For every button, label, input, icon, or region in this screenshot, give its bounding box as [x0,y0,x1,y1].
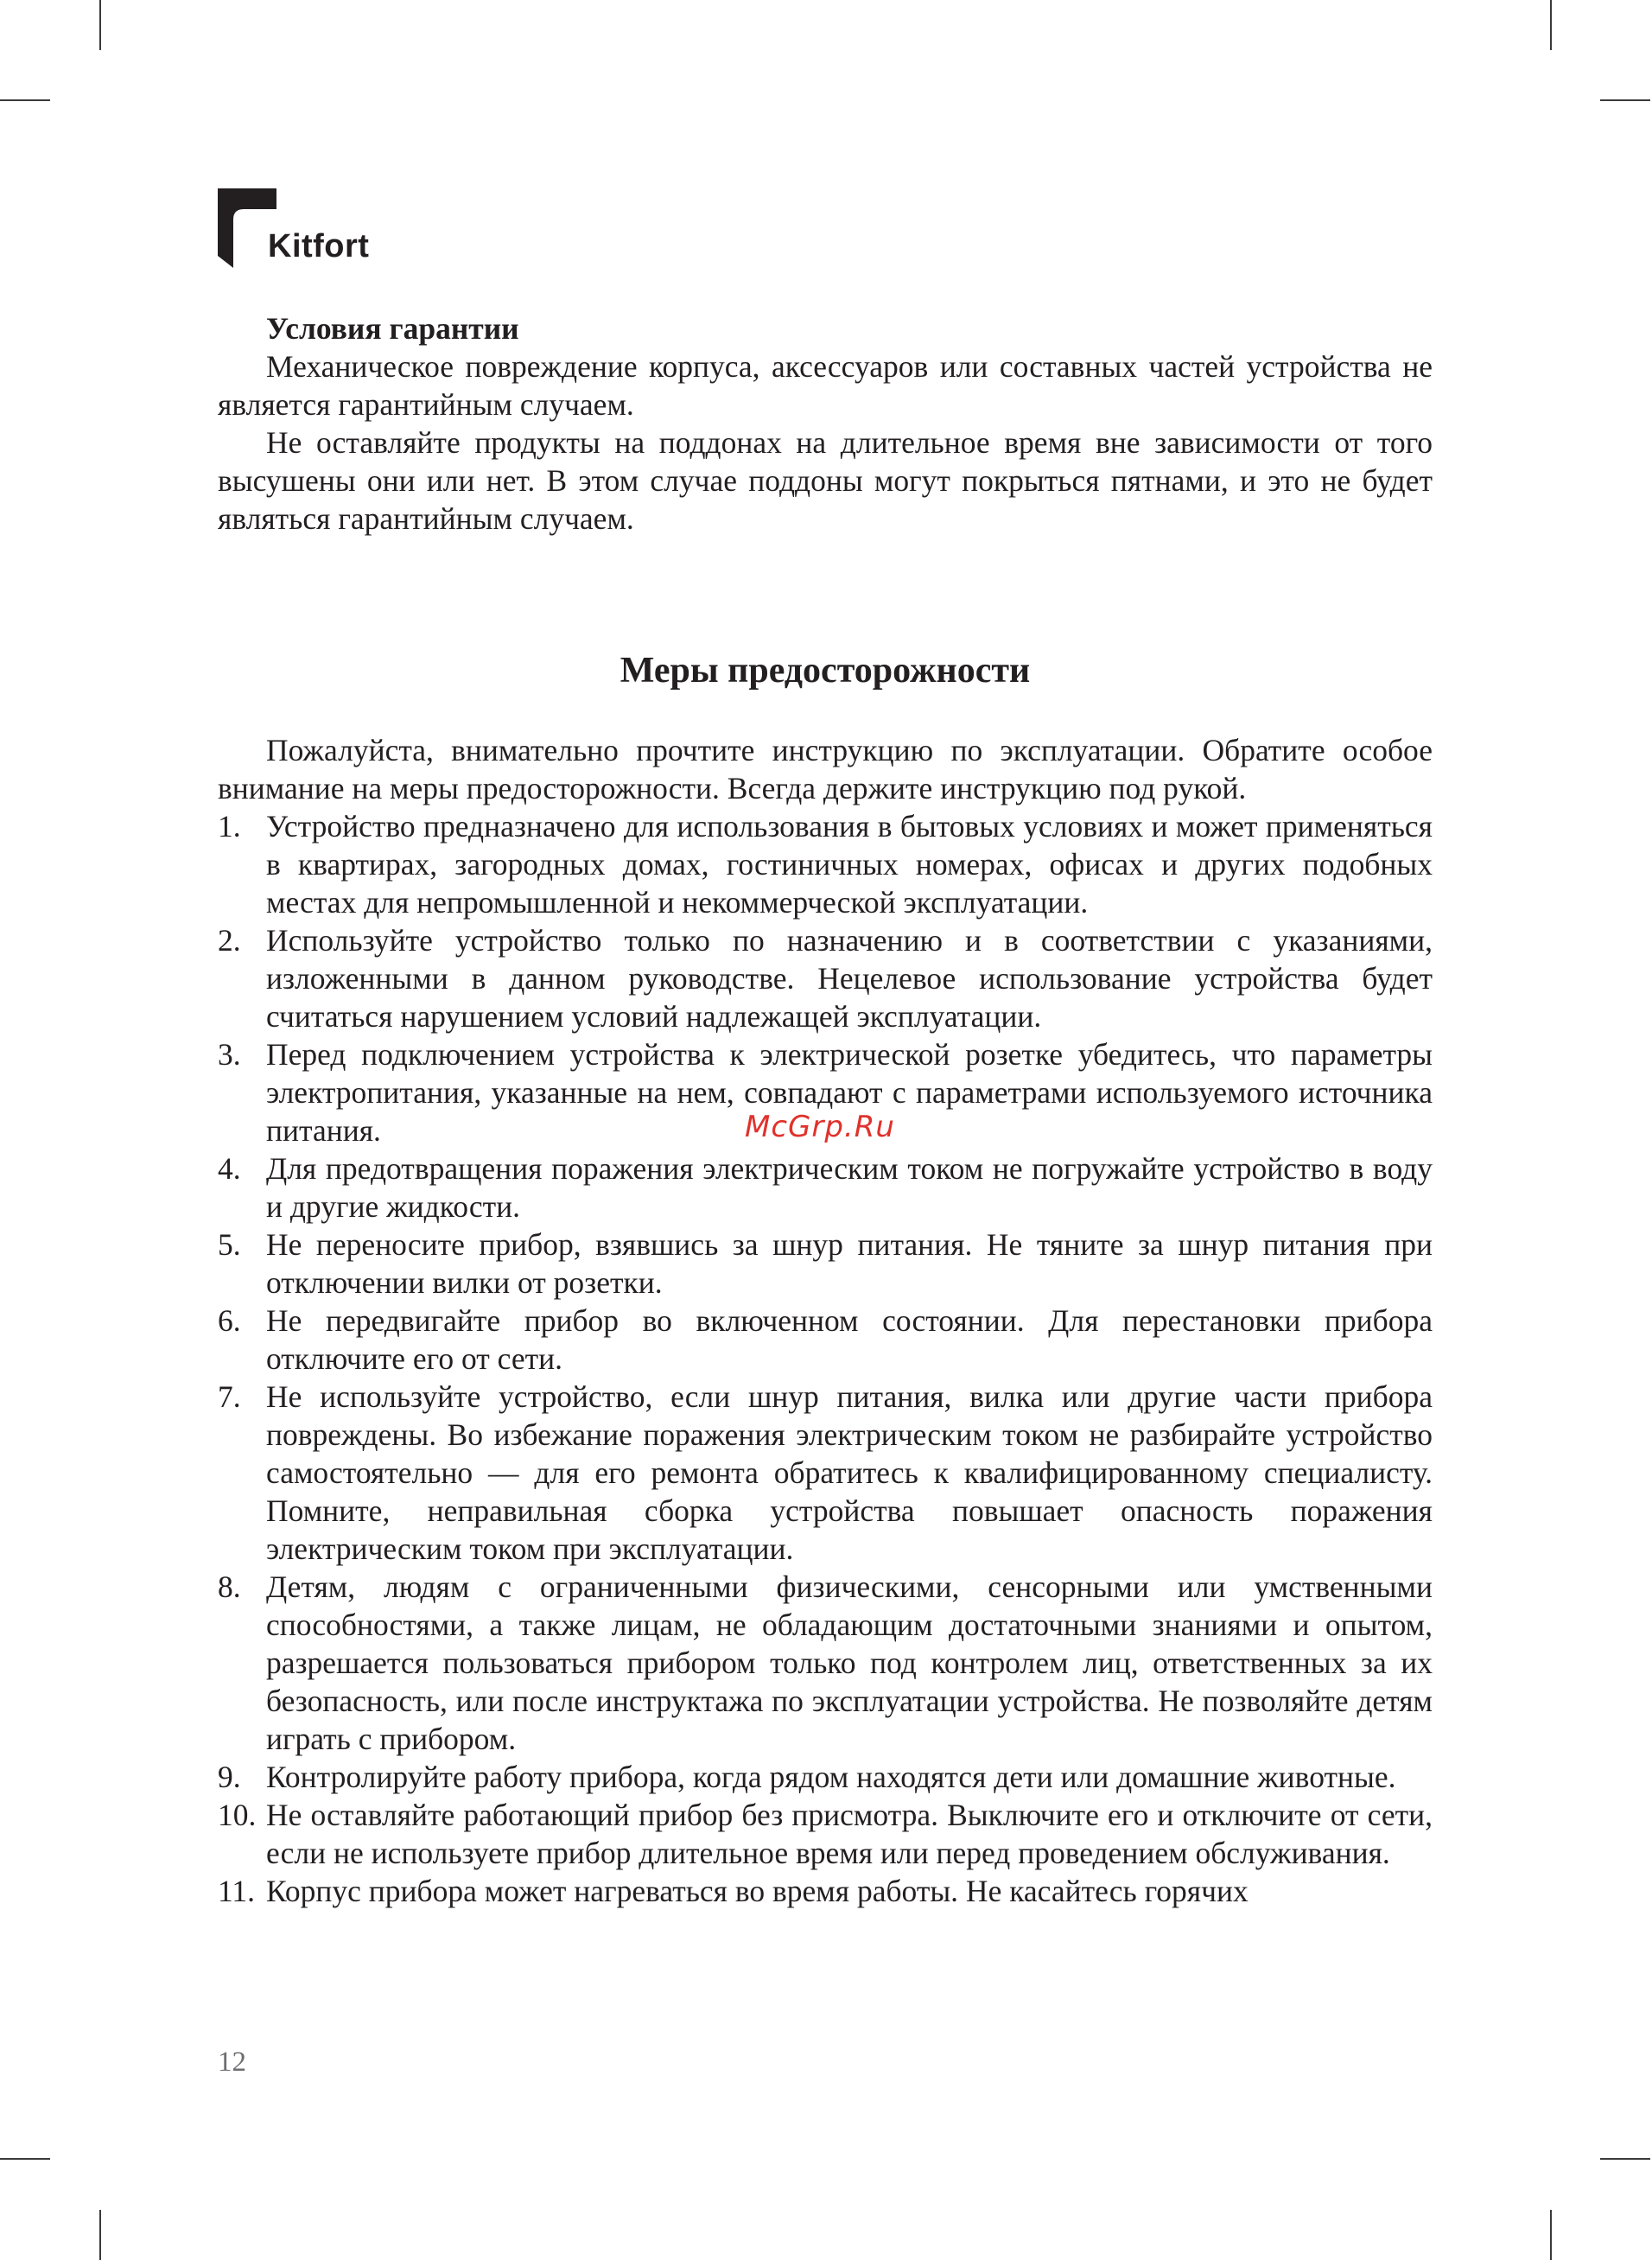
list-number: 2. [218,923,241,958]
list-number: 3. [218,1037,241,1072]
list-text: Устройство предназначено для использования в бытовых условиях и может применяться в квартирах, загородных домах, гостиничных номерах, офисах и других подобных местах для непромышленной и некоммерческой эксплуатации. [266,809,1433,920]
list-text: Для предотвращения поражения электрическим током не погружайте устройство в воду и другие жидкости. [266,1151,1433,1224]
list-number: 4. [218,1151,241,1186]
crop-mark [0,2158,50,2160]
crop-mark [1550,0,1552,50]
list-text: Перед подключением устройства к электрической розетке убедитесь, что параметры электропитания, указанные на нем, совпадают с параметрами используемого источника питания. [266,1037,1433,1148]
list-text: Не используйте устройство, если шнур питания, вилка или другие части прибора повреждены. Во избежание поражения электрическим током не разбирайте устройство самостоятельно — для его ремонта обратитесь к квалифицированному специалисту. Помните, неправильная сборка устройства повышает опасность поражения электрическим током при эксплуатации. [266,1379,1433,1566]
crop-mark [0,99,50,101]
list-number: 1. [218,809,241,844]
list-number: 7. [218,1379,241,1414]
brand-logo [218,188,391,271]
safety-intro: Пожалуйста, внимательно прочтите инструкцию по эксплуатации. Обратите особое внимание на меры предосторожности. Всегда держите инструкцию под рукой. [218,733,1433,805]
list-number: 9. [218,1760,241,1794]
page-number: 12 [218,2047,246,2078]
list-number: 10. [218,1798,257,1832]
list-text: Детям, людям с ограниченными физическими, сенсорными или умственными способностями, а также лицам, не обладающим достаточными знаниями и опытом, разрешается пользоваться прибором только под контролем лиц, ответственных за их безопасность, или после инструктажа по эксплуатации устройства. Не позволяйте детям играть с прибором. [266,1569,1433,1756]
list-text: Не передвигайте прибор во включенном состоянии. Для перестановки прибора отключите его от сети. [266,1303,1433,1376]
list-number: 6. [218,1303,241,1338]
list-text: Используйте устройство только по назначению и в соответствии с указаниями, изложенными в данном руководстве. Нецелевое использование устройства будет считаться нарушением условий надлежащей эксплуатации. [266,923,1433,1034]
list-item [218,1149,1433,1225]
list-item [218,921,1433,1035]
list-item [218,1225,1433,1302]
list-text: Контролируйте работу прибора, когда рядом находятся дети или домашние животные. [266,1760,1396,1794]
crop-mark [99,2210,101,2260]
list-text: Не оставляйте работающий прибор без присмотра. Выключите его и отключите от сети, если не используете прибор длительное время или перед проведением обслуживания. [266,1798,1433,1870]
list-item [218,807,1433,921]
crop-mark [99,0,101,50]
section-title: Меры предосторожности [620,651,1031,691]
list-item [218,1568,1433,1758]
list-item [218,1758,1433,1796]
list-text: Не переносите прибор, взявшись за шнур питания. Не тяните за шнур питания при отключении вилки от розетки. [266,1227,1433,1300]
list-number: 8. [218,1569,241,1604]
list-item [218,1378,1433,1568]
list-item [218,1796,1433,1872]
warranty-paragraph: Механическое повреждение корпуса, аксессуаров или составных частей устройства не является гарантийным случаем. [218,349,1433,422]
warranty-heading: Условия гарантии [266,311,519,346]
crop-mark [1600,2158,1650,2160]
brand-name: Kitfort [268,228,370,264]
watermark: McGrp.Ru [745,1110,895,1144]
crop-mark [1600,99,1650,101]
crop-mark [1550,2210,1552,2260]
list-item [218,1302,1433,1378]
list-item [218,1872,1433,1910]
list-number: 11. [218,1874,256,1908]
safety-list [218,807,1433,1910]
warranty-paragraph: Не оставляйте продукты на поддонах на длительное время вне зависимости от того высушены они или нет. В этом случае поддоны могут покрыться пятнами, и это не будет являться гарантийным случаем. [218,425,1433,536]
list-text: Корпус прибора может нагреваться во время работы. Не касайтесь горячих [266,1874,1249,1908]
list-number: 5. [218,1227,241,1262]
